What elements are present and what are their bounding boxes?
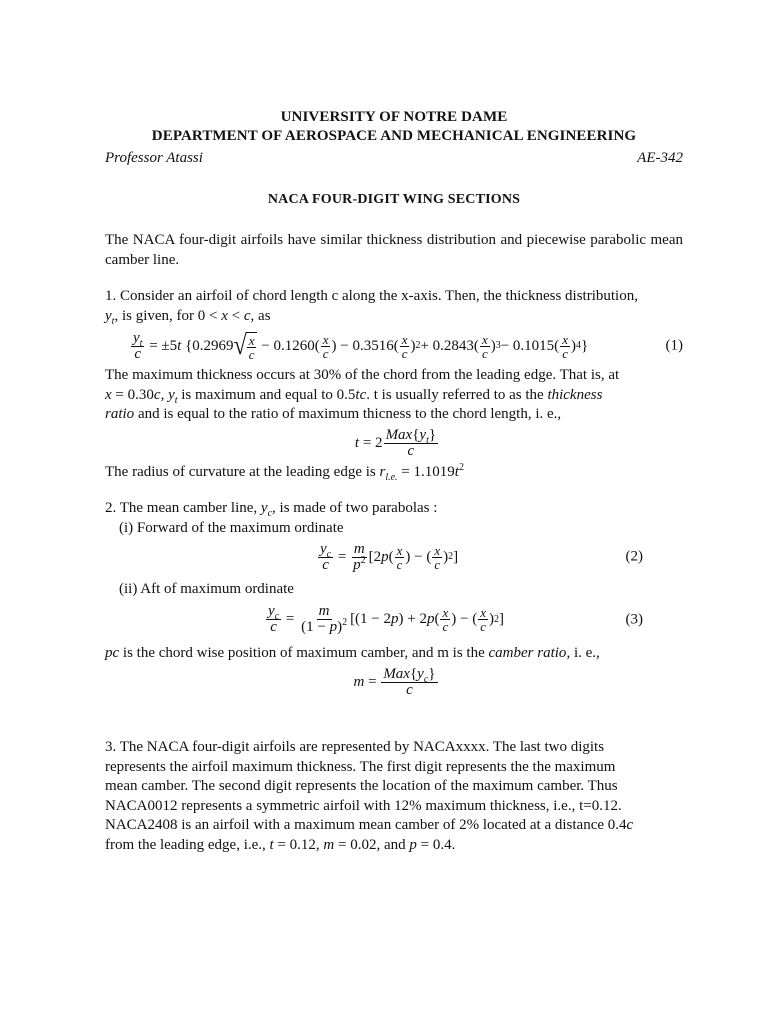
- course-code: AE-342: [637, 150, 683, 166]
- section-2-item-1: (i) Forward of the maximum ordinate: [119, 519, 344, 536]
- section-3-line-2: represents the airfoil maximum thickness. The first digit represents the the maximum: [105, 758, 616, 775]
- section-3-line-4: NACA0012 represents a symmetric airfoil with 12% maximum thickness, i.e., t=0.12.: [105, 797, 622, 814]
- camber-ratio-formula: m = $\frac{Max\{y_c\}}{c}$: [353, 665, 436, 698]
- thickness-ratio-formula: t = 2 $\frac{Max\{y_t\}}{c}$: [354, 427, 437, 459]
- section-2-item-2: (ii) Aft of maximum ordinate: [119, 581, 294, 597]
- equation-1-number: (1): [665, 337, 683, 354]
- university-heading: UNIVERSITY OF NOTRE DAME: [280, 109, 508, 125]
- department-heading: DEPARTMENT OF AEROSPACE AND MECHANICAL ENGINEERING: [151, 128, 637, 144]
- max-thickness-line-2: x = 0.30c, $y_t$ is maximum and equal to 0.5tc. t is usually referred to as the thickness: [105, 386, 603, 406]
- document-title: NACA FOUR-DIGIT WING SECTIONS: [267, 192, 521, 207]
- equation-3: $\frac{y_c}{c}$ = $\frac{m}{(1 - p)^2}$ [(1 − 2 p ) + 2 p ( $\frac{x}{c}$ ) − ( $\frac{x}{c}$ ) 2 ] (3): [268, 603, 643, 635]
- section-1-line-2: $y_t$, is given, for 0 < x < c, as: [105, 307, 271, 327]
- section-3-line-5: NACA2408 is an airfoil with a maximum mean camber of 2% located at a distance 0.4c: [105, 817, 634, 833]
- equation-2-number: (2): [625, 548, 643, 565]
- max-thickness-line-1: The maximum thickness occurs at 30% of the chord from the leading edge. That is, at: [105, 367, 620, 383]
- author-line: [105, 148, 683, 168]
- max-thickness-line-3: ratio and is equal to the ratio of maximum thicness to the chord length, i. e.,: [105, 406, 562, 422]
- equation-2: $\frac{y_c}{c}$ = $\frac{m}{p^2}$ [2 p ( $\frac{x}{c}$ ) − ( $\frac{x}{c}$ ) 2 ] (2): [320, 540, 643, 573]
- equation-3-number: (3): [625, 611, 643, 627]
- camber-position-text: pc is the chord wise position of maximum camber, and m is the camber ratio, i. e.,: [105, 644, 600, 661]
- section-2-intro: 2. The mean camber line, $y_c$, is made of two parabolas :: [105, 500, 438, 519]
- document-page: [105, 108, 683, 855]
- professor-name: Professor Atassi: [105, 150, 203, 166]
- section-3-line-3: mean camber. The second digit represents the location of the maximum camber. Thus: [105, 778, 618, 794]
- section-3-line-6: from the leading edge, i.e., t = 0.12, m = 0.02, and p = 0.4.: [105, 836, 456, 853]
- section-3-line-1: 3. The NACA four-digit airfoils are represented by NACAxxxx. The last two digits: [105, 739, 605, 755]
- intro-paragraph: The NACA four-digit airfoils have similar thickness distribution and piecewise parabolic mean camber line.: [105, 232, 683, 268]
- leading-edge-radius: The radius of curvature at the leading edge is $r_{l.e.} = 1.1019t^2$: [105, 461, 464, 483]
- section-1-line-1: 1. Consider an airfoil of chord length c along the x-axis. Then, the thickness distribution,: [105, 288, 638, 304]
- equation-1: $\frac{y_t}{c}$ = ±5 t {0.2969 √ $\frac{x}{c}$ − 0.1260( $\frac{x}{c}$ ) − 0.3516( $\frac{x}{c}$ ) 2 + 0.2843( $\frac{x}{c}$ ) 3 − 0.1015( $\frac{x}{c}$ ) 4 } (1): [133, 329, 683, 362]
